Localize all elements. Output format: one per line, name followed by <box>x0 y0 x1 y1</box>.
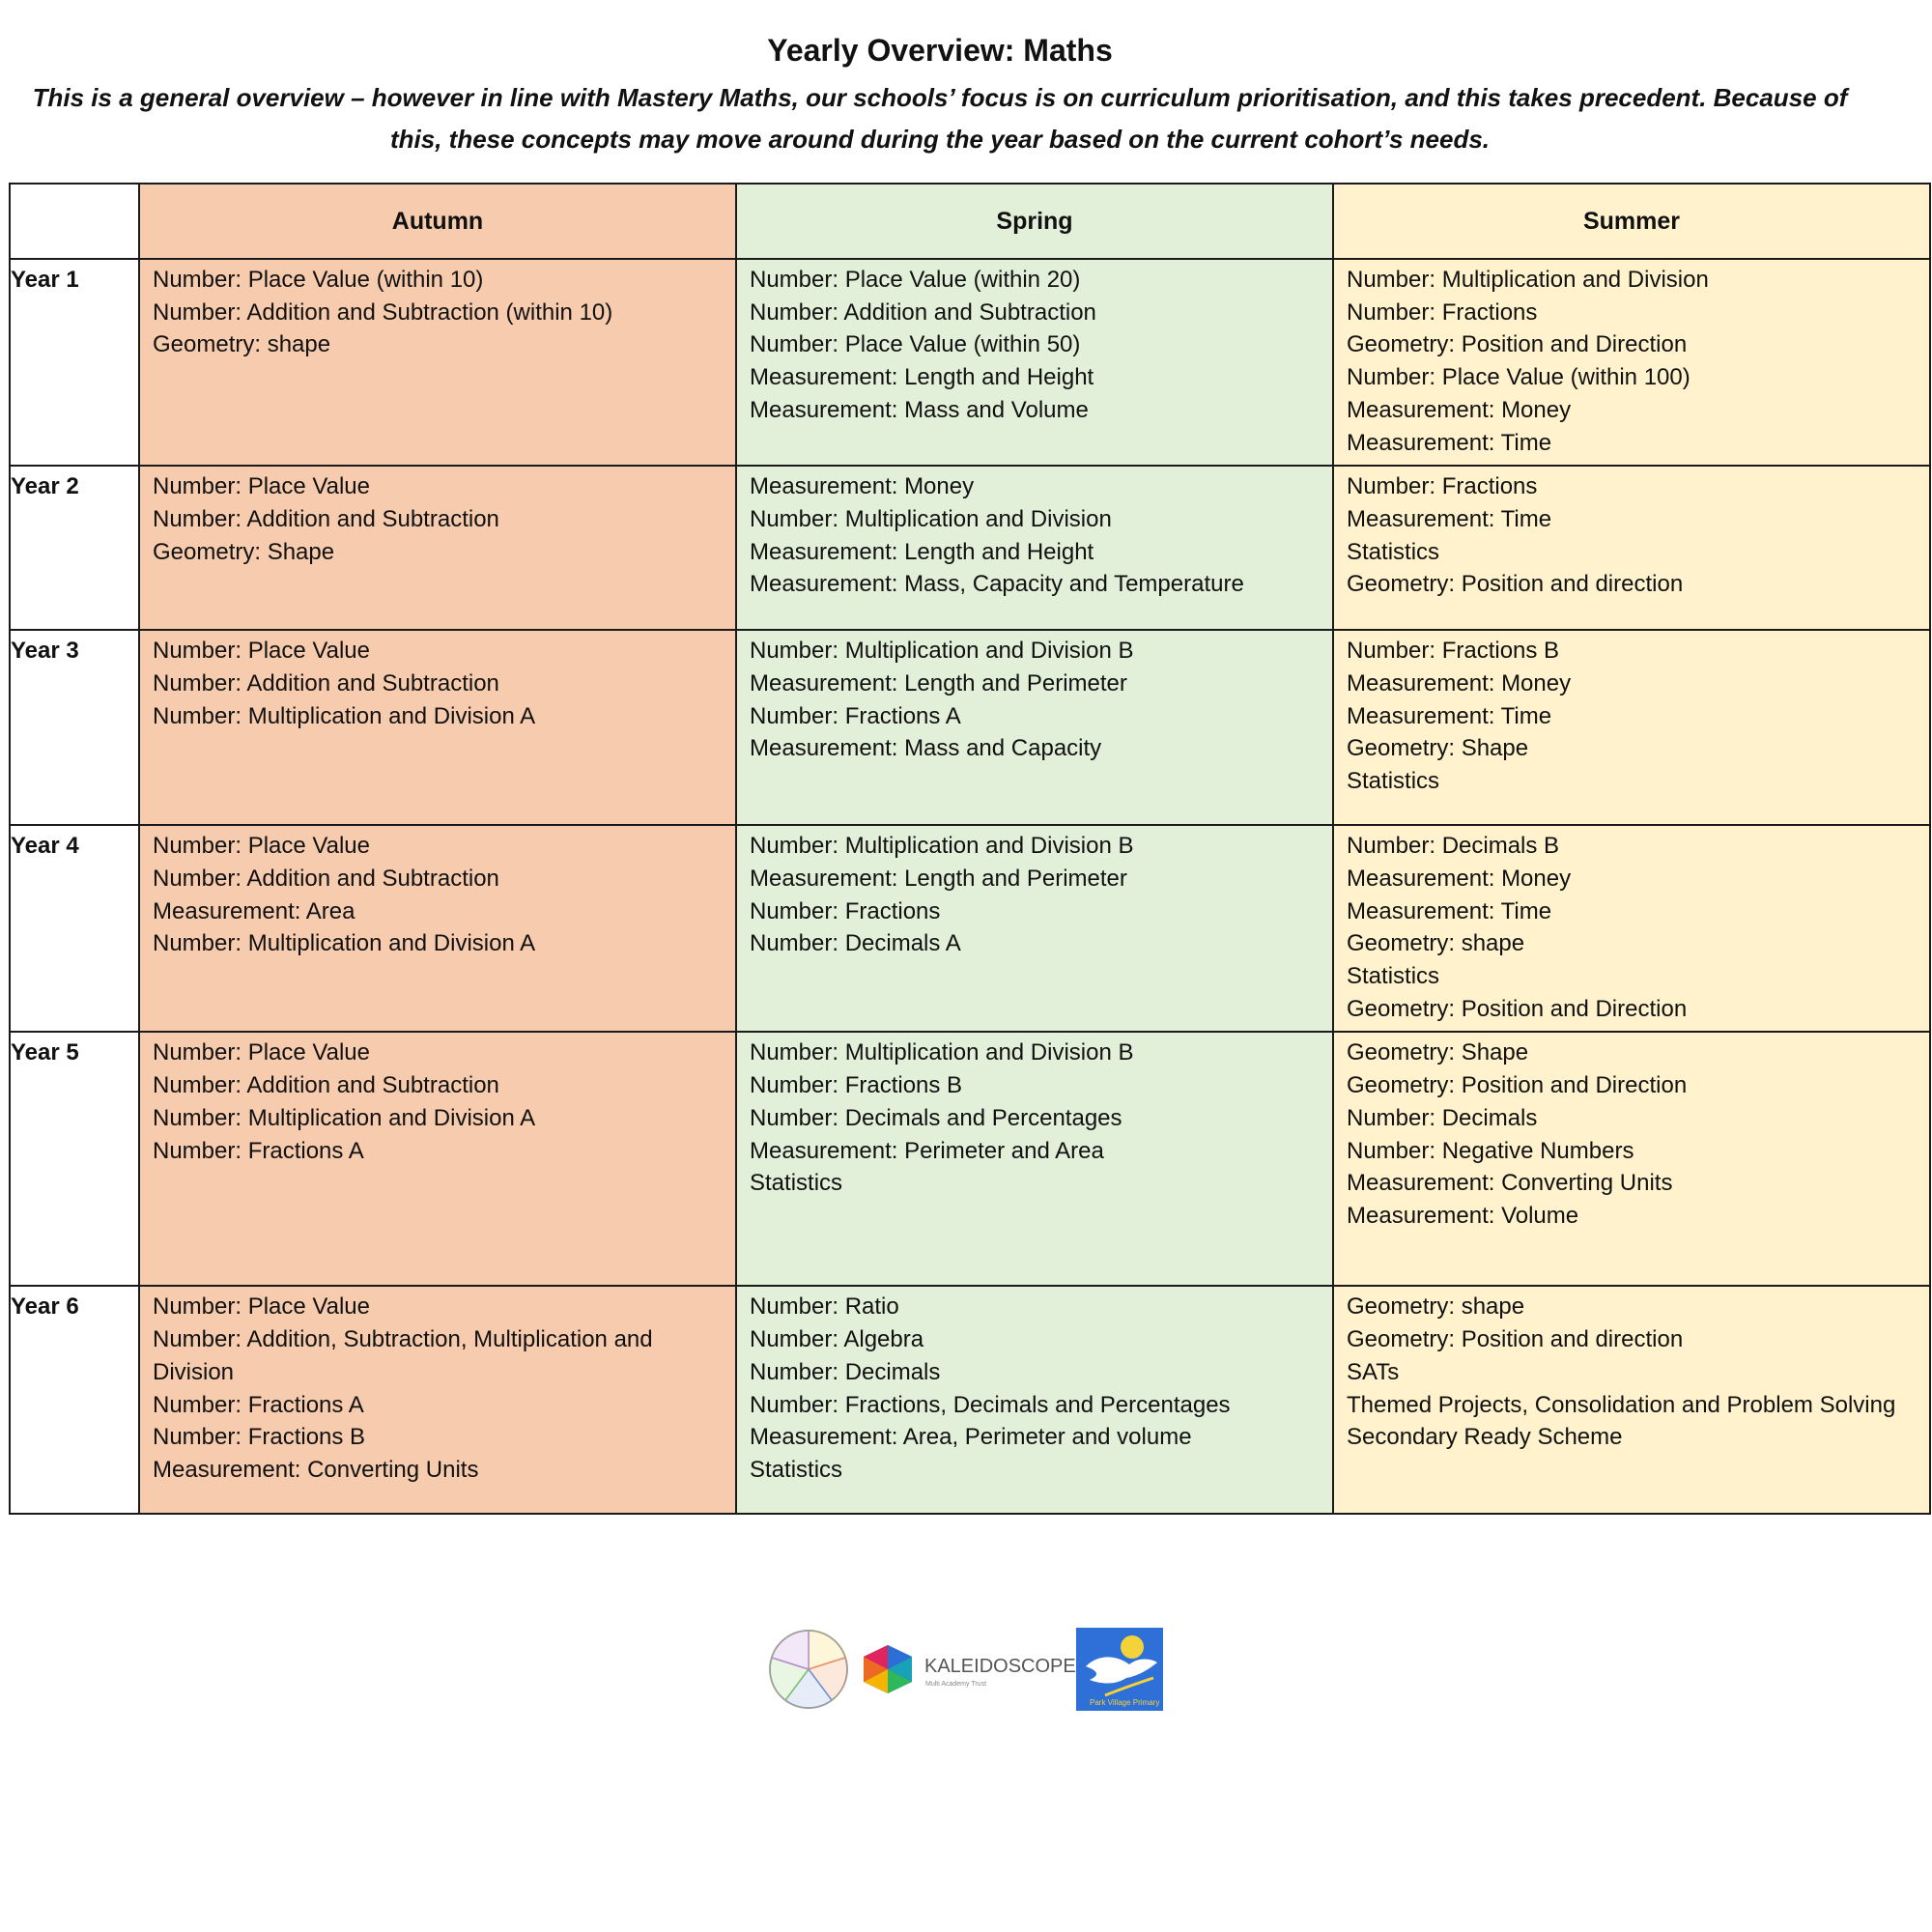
topic-item: Statistics <box>1347 963 1440 990</box>
year-label: Year 5 <box>10 1032 139 1286</box>
topic-item: Measurement: Time <box>1347 505 1552 532</box>
autumn-topics-cell <box>139 1032 736 1286</box>
topic-item: Measurement: Length and Perimeter <box>750 669 1127 696</box>
year-label: Year 2 <box>10 466 139 630</box>
topic-item: Number: Addition and Subtraction <box>750 298 1096 326</box>
spring-topic-list <box>750 1037 1322 1200</box>
topic-item: Measurement: Money <box>1347 865 1572 892</box>
topic-item: Number: Place Value (within 50) <box>750 331 1081 358</box>
summer-topic-list <box>1347 470 1919 601</box>
topic-item: Number: Place Value <box>153 638 370 665</box>
spring-topics-cell <box>736 825 1333 1032</box>
topic-item: Measurement: Money <box>1347 669 1572 696</box>
topic-item: Statistics <box>1347 538 1440 565</box>
topic-item: Geometry: shape <box>1347 930 1525 957</box>
summer-topics-cell <box>1333 1286 1930 1514</box>
topic-item: Number: Place Value <box>153 1293 370 1321</box>
autumn-topics-cell <box>139 825 736 1032</box>
spring-topics-cell <box>736 630 1333 825</box>
trust-name-text: KALEIDOSCOPE <box>924 1656 1076 1677</box>
topic-item: Measurement: Mass and Capacity <box>750 735 1102 762</box>
topic-item: Number: Fractions, Decimals and Percentages <box>750 1391 1231 1418</box>
spring-topics-cell <box>736 466 1333 630</box>
summer-topic-list <box>1347 264 1919 459</box>
topic-item: Number: Addition, Subtraction, Multiplication and Division <box>153 1326 653 1385</box>
topic-item: Number: Addition and Subtraction <box>153 669 499 696</box>
topic-item: Number: Fractions <box>1347 473 1538 500</box>
autumn-topic-list <box>153 1037 725 1167</box>
topic-item: Measurement: Area, Perimeter and volume <box>750 1424 1192 1451</box>
topic-item: Measurement: Money <box>1347 396 1572 423</box>
summer-topics-cell <box>1333 466 1930 630</box>
topic-item: Number: Fractions A <box>153 1137 364 1164</box>
topic-item: Statistics <box>750 1456 843 1483</box>
topic-item: Number: Fractions A <box>750 702 961 729</box>
topic-item: Number: Fractions B <box>750 1072 963 1099</box>
topic-item: Statistics <box>750 1170 843 1197</box>
topic-item: Number: Place Value (within 100) <box>1347 364 1690 391</box>
topic-item: Measurement: Area <box>153 897 355 924</box>
topic-item: Number: Multiplication and Division B <box>750 833 1134 860</box>
summer-topic-list <box>1347 1291 1919 1454</box>
topic-item: Measurement: Mass and Volume <box>750 396 1089 423</box>
topic-item: Geometry: shape <box>1347 1293 1525 1321</box>
topic-item: Measurement: Mass, Capacity and Temperature <box>750 571 1244 598</box>
topic-item: Geometry: shape <box>153 331 331 358</box>
topic-item: SATs <box>1347 1358 1400 1385</box>
topic-item: Number: Decimals A <box>750 930 961 957</box>
footer-logos <box>765 1628 1163 1711</box>
topic-item: Geometry: Position and Direction <box>1347 1072 1688 1099</box>
topic-item: Measurement: Time <box>1347 429 1552 456</box>
subtitle-line-2: this, these concepts may move around during the year based on the current cohort’s needs. <box>389 125 1491 154</box>
topic-item: Number: Multiplication and Division A <box>153 930 536 957</box>
topic-item: Measurement: Converting Units <box>153 1456 479 1483</box>
topic-item: Geometry: Position and direction <box>1347 1326 1684 1353</box>
autumn-topics-cell <box>139 1286 736 1514</box>
topic-item: Number: Addition and Subtraction (within 10) <box>153 298 613 326</box>
spring-topic-list <box>750 264 1322 427</box>
table-body <box>10 259 1930 1514</box>
topic-item: Measurement: Time <box>1347 702 1552 729</box>
topic-item: Number: Negative Numbers <box>1347 1137 1634 1164</box>
yearly-overview-table <box>9 183 1931 1515</box>
topic-item: Secondary Ready Scheme <box>1347 1424 1623 1451</box>
spring-topic-list <box>750 470 1322 601</box>
topic-item: Number: Algebra <box>750 1326 924 1353</box>
autumn-topic-list <box>153 1291 725 1486</box>
topic-item: Number: Place Value <box>153 473 370 500</box>
header-summer: Summer <box>1333 184 1930 259</box>
topic-item: Number: Multiplication and Division B <box>750 638 1134 665</box>
table-row <box>10 466 1930 630</box>
topic-item: Measurement: Converting Units <box>1347 1170 1673 1197</box>
spring-topics-cell <box>736 1286 1333 1514</box>
topic-item: Number: Addition and Subtraction <box>153 865 499 892</box>
topic-item: Number: Place Value (within 10) <box>153 267 484 293</box>
topic-item: Number: Fractions <box>750 897 941 924</box>
year-label: Year 3 <box>10 630 139 825</box>
summer-topics-cell <box>1333 630 1930 825</box>
autumn-topic-list <box>153 264 725 361</box>
year-label: Year 4 <box>10 825 139 1032</box>
topic-item: Number: Decimals B <box>1347 833 1560 860</box>
summer-topics-cell <box>1333 259 1930 466</box>
topic-item: Geometry: Shape <box>1347 735 1529 762</box>
table-row <box>10 1286 1930 1514</box>
topic-item: Measurement: Length and Height <box>750 538 1094 565</box>
autumn-topic-list <box>153 470 725 568</box>
topic-item: Number: Addition and Subtraction <box>153 1072 499 1099</box>
topic-item: Measurement: Length and Perimeter <box>750 865 1127 892</box>
topic-item: Number: Fractions B <box>1347 638 1560 665</box>
table-row <box>10 259 1930 466</box>
kaleidoscope-gem-logo <box>864 1645 912 1693</box>
trust-tagline-text: Multi Academy Trust <box>925 1681 987 1688</box>
topic-item: Measurement: Time <box>1347 897 1552 924</box>
autumn-topics-cell <box>139 630 736 825</box>
topic-item: Number: Decimals and Percentages <box>750 1104 1122 1131</box>
subtitle-line-1: This is a general overview – however in line with Mastery Maths, our schools’ focus is on curriculum prioritisation, and this takes precedent. Because of <box>32 83 1848 112</box>
spring-topics-cell <box>736 259 1333 466</box>
topic-item: Number: Multiplication and Division A <box>153 702 536 729</box>
topic-item: Number: Place Value (within 20) <box>750 267 1081 293</box>
curriculum-wheel-logo <box>770 1631 847 1708</box>
summer-topics-cell <box>1333 825 1930 1032</box>
topic-item: Number: Multiplication and Division B <box>750 1039 1134 1066</box>
spring-topic-list <box>750 830 1322 960</box>
topic-item: Measurement: Length and Height <box>750 364 1094 391</box>
topic-item: Geometry: Position and direction <box>1347 571 1684 598</box>
table-row <box>10 630 1930 825</box>
summer-topics-cell <box>1333 1032 1930 1286</box>
page-subtitle <box>27 77 1853 160</box>
topic-item: Number: Fractions A <box>153 1391 364 1418</box>
topic-item: Measurement: Perimeter and Area <box>750 1137 1104 1164</box>
autumn-topics-cell <box>139 259 736 466</box>
topic-item: Statistics <box>1347 768 1440 795</box>
topic-item: Geometry: Shape <box>153 538 335 565</box>
topic-item: Measurement: Money <box>750 473 975 500</box>
autumn-topic-list <box>153 830 725 960</box>
topic-item: Measurement: Volume <box>1347 1202 1579 1229</box>
header-corner-cell <box>10 184 139 259</box>
topic-item: Number: Ratio <box>750 1293 899 1321</box>
topic-item: Number: Place Value <box>153 1039 370 1066</box>
topic-item: Geometry: Position and Direction <box>1347 995 1688 1022</box>
topic-item: Number: Decimals <box>750 1358 941 1385</box>
header-spring: Spring <box>736 184 1333 259</box>
topic-item: Number: Multiplication and Division <box>1347 267 1709 293</box>
topic-item: Number: Decimals <box>1347 1104 1538 1131</box>
summer-topic-list <box>1347 830 1919 1025</box>
summer-topic-list <box>1347 1037 1919 1232</box>
table-row <box>10 825 1930 1032</box>
footer-logo-strip <box>765 1628 1163 1711</box>
table-row <box>10 1032 1930 1286</box>
school-name-text: Park Village Primary <box>1090 1698 1160 1707</box>
topic-item: Number: Addition and Subtraction <box>153 505 499 532</box>
spring-topics-cell <box>736 1032 1333 1286</box>
topic-item: Number: Place Value <box>153 833 370 860</box>
header-autumn: Autumn <box>139 184 736 259</box>
table-header-row <box>10 184 1930 259</box>
topic-item: Number: Multiplication and Division A <box>153 1104 536 1131</box>
spring-topic-list <box>750 635 1322 765</box>
summer-topic-list <box>1347 635 1919 798</box>
topic-item: Themed Projects, Consolidation and Problem Solving <box>1347 1391 1896 1418</box>
year-label: Year 1 <box>10 259 139 466</box>
topic-item: Number: Multiplication and Division <box>750 505 1112 532</box>
year-label: Year 6 <box>10 1286 139 1514</box>
school-dove-logo <box>1076 1628 1163 1711</box>
topic-item: Number: Fractions B <box>153 1424 366 1451</box>
page-title: Yearly Overview: Maths <box>767 33 1113 68</box>
autumn-topic-list <box>153 635 725 732</box>
topic-item: Number: Fractions <box>1347 298 1538 326</box>
spring-topic-list <box>750 1291 1322 1486</box>
autumn-topics-cell <box>139 466 736 630</box>
topic-item: Geometry: Position and Direction <box>1347 331 1688 358</box>
topic-item: Geometry: Shape <box>1347 1039 1529 1066</box>
